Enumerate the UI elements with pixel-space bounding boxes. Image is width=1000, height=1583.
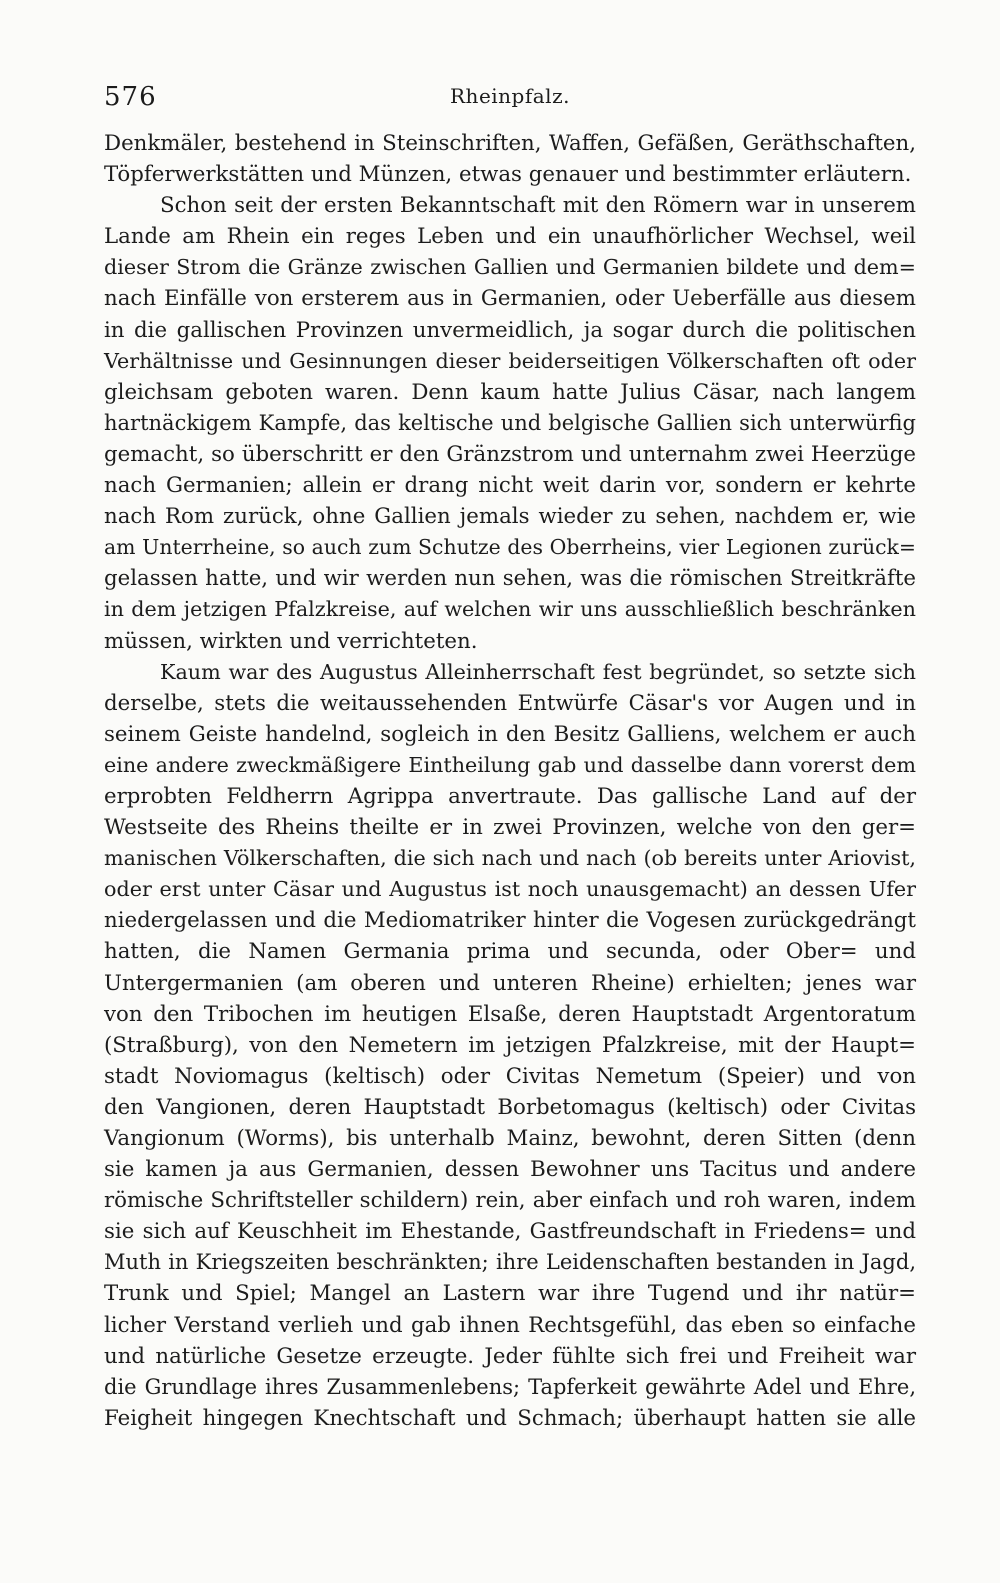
text-line: licher Verstand verlieh und gab ihnen Rechtsgefühl, das eben so einfache: [104, 1312, 916, 1338]
text-line: hatten, die Namen Germania prima und secunda, oder Ober= und: [104, 939, 916, 965]
text-line: und natürliche Gesetze erzeugte. Jeder fühlte sich frei und Freiheit war: [104, 1343, 916, 1369]
text-line: gleichsam geboten waren. Denn kaum hatte Julius Cäsar, nach langem: [104, 379, 916, 405]
text-line: Untergermanien (am oberen und unteren Rheine) erhielten; jenes war: [104, 970, 916, 996]
page-number: 576: [104, 82, 157, 112]
text-line: Kaum war des Augustus Alleinherrschaft fest begründet, so setzte sich: [160, 659, 916, 684]
text-line: sie kamen ja aus Germanien, dessen Bewohner uns Tacitus und andere: [104, 1157, 916, 1183]
text-line: den Vangionen, deren Hauptstadt Borbetomagus (keltisch) oder Civitas: [104, 1094, 916, 1120]
body-text: [104, 128, 916, 1434]
text-line: müssen, wirkten und verrichteten.: [104, 628, 478, 654]
text-line: manischen Völkerschaften, die sich nach und nach (ob bereits unter Ariovist,: [104, 846, 916, 871]
text-line: stadt Noviomagus (keltisch) oder Civitas Nemetum (Speier) und von: [104, 1063, 916, 1089]
text-line: gelassen hatte, und wir werden nun sehen, was die römischen Streitkräfte: [104, 566, 916, 592]
text-line: römische Schriftsteller schildern) rein, aber einfach und roh waren, indem: [104, 1188, 916, 1214]
text-line: Trunk und Spiel; Mangel an Lastern war ihre Tugend und ihr natür=: [104, 1281, 916, 1307]
text-line: Schon seit der ersten Bekanntschaft mit den Römern war in unserem: [160, 193, 916, 219]
text-line: (Straßburg), von den Nemetern im jetzigen Pfalzkreise, mit der Haupt=: [104, 1032, 916, 1058]
page-header: [104, 82, 916, 128]
text-line: von den Tribochen im heutigen Elsaße, deren Hauptstadt Argentoratum: [104, 1001, 916, 1027]
text-line: gemacht, so überschritt er den Gränzstrom und unternahm zwei Heerzüge: [104, 441, 916, 467]
text-line: derselbe, stets die weitaussehenden Entwürfe Cäsar's vor Augen und in: [104, 690, 916, 716]
text-line: nach Rom zurück, ohne Gallien jemals wieder zu sehen, nachdem er, wie: [104, 504, 916, 530]
text-line: sie sich auf Keuschheit im Ehestande, Gastfreundschaft in Friedens= und: [104, 1219, 916, 1245]
text-line: Töpferwerkstätten und Münzen, etwas genauer und bestimmter erläutern.: [104, 162, 912, 188]
text-line: am Unterrheine, so auch zum Schutze des Oberrheins, vier Legionen zurück=: [104, 535, 916, 560]
text-line: dieser Strom die Gränze zwischen Gallien und Germanien bildete und dem=: [104, 255, 916, 280]
text-line: Vangionum (Worms), bis unterhalb Mainz, bewohnt, deren Sitten (denn: [104, 1126, 916, 1151]
text-line: nach Germanien; allein er drang nicht weit darin vor, sondern er kehrte: [104, 473, 916, 499]
text-line: Denkmäler, bestehend in Steinschriften, Waffen, Gefäßen, Geräthschaften,: [104, 131, 916, 156]
text-line: niedergelassen und die Mediomatriker hinter die Vogesen zurückgedrängt: [104, 908, 916, 934]
text-line: in die gallischen Provinzen unvermeidlich, ja sogar durch die politischen: [104, 317, 916, 343]
text-line: hartnäckigem Kampfe, das keltische und belgische Gallien sich unterwürfig: [104, 410, 916, 435]
text-line: die Grundlage ihres Zusammenlebens; Tapferkeit gewährte Adel und Ehre,: [104, 1374, 916, 1399]
text-line: nach Einfälle von ersterem aus in Germanien, oder Ueberfälle aus diesem: [104, 286, 916, 312]
text-line: Muth in Kriegszeiten beschränkten; ihre Leidenschaften bestanden in Jagd,: [104, 1250, 916, 1275]
text-line: in dem jetzigen Pfalzkreise, auf welchen wir uns ausschließlich beschränken: [104, 597, 916, 622]
text-line: seinem Geiste handelnd, sogleich in den Besitz Galliens, welchem er auch: [104, 721, 916, 747]
text-line: Feigheit hingegen Knechtschaft und Schmach; überhaupt hatten sie alle: [104, 1405, 916, 1431]
text-line: Westseite des Rheins theilte er in zwei Provinzen, welche von den ger=: [104, 815, 916, 841]
text-line: Verhältnisse und Gesinnungen dieser beiderseitigen Völkerschaften oft oder: [104, 348, 916, 373]
text-line: Lande am Rhein ein reges Leben und ein unaufhörlicher Wechsel, weil: [104, 224, 916, 250]
text-line: erprobten Feldherrn Agrippa anvertraute. Das gallische Land auf der: [104, 783, 916, 809]
text-line: oder erst unter Cäsar und Augustus ist noch unausgemacht) an dessen Ufer: [104, 877, 916, 902]
running-title: Rheinpfalz.: [450, 84, 570, 108]
text-line: eine andere zweckmäßigere Eintheilung gab und dasselbe dann vorerst dem: [104, 752, 916, 777]
